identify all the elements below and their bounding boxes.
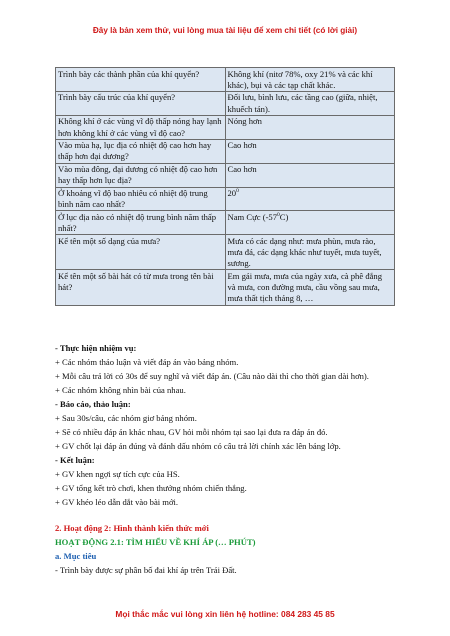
report-step: + GV chốt lại đáp án đúng và đánh dấu nhóm có câu trả lời chính xác lên bảng lớp. — [55, 441, 341, 451]
table-row — [56, 115, 395, 139]
objective-heading: a. Mục tiêu — [55, 551, 97, 562]
answer-text: 20 — [227, 188, 237, 199]
section-title: 2. Hoạt động 2: Hình thành kiến thức mới — [55, 523, 209, 534]
answer-cell: Không khí (nitơ 78%, oxy 21% và các khí khác), bụi và các tạp chất khác. — [225, 68, 395, 92]
task-step: + Mỗi câu trả lời có 30s để suy nghĩ và viết đáp án. (Câu nào dài thì cho thời gian dài hơn). — [55, 371, 369, 381]
conclusion-step: + GV khéo léo dẫn dắt vào bài mới. — [55, 497, 179, 507]
table-row — [56, 68, 395, 92]
answer-cell: Đối lưu, bình lưu, các tầng cao (giữa, nhiệt, khuếch tán). — [225, 91, 395, 115]
answer-cell — [225, 187, 395, 211]
question-cell: Kể tên một số dạng của mưa? — [56, 235, 226, 270]
question-cell: Trình bày các thành phần của khí quyển? — [56, 68, 226, 92]
table-row — [56, 163, 395, 187]
question-cell: Vào mùa đông, đại dương có nhiệt độ cao hơn hay thấp hơn lục địa? — [56, 163, 226, 187]
table-row — [56, 235, 395, 270]
preview-notice: Đây là bản xem thử, vui lòng mua tài liệu để xem chi tiết (có lời giải) — [92, 26, 358, 35]
answer-cell: Nóng hơn — [225, 115, 395, 139]
task-step: + Các nhóm thảo luận và viết đáp án vào bảng nhóm. — [55, 357, 239, 367]
report-step: + Sau 30s/câu, các nhóm giơ bảng nhóm. — [55, 413, 197, 423]
table-row — [56, 211, 395, 235]
conclusion-step: + GV khen ngợi sự tích cực của HS. — [55, 469, 180, 479]
task-heading: - Thực hiện nhiệm vụ: — [55, 343, 137, 353]
table-row — [56, 91, 395, 115]
table-row — [56, 139, 395, 163]
answer-cell: Cao hơn — [225, 139, 395, 163]
objective-item: - Trình bày được sự phân bố đai khí áp trên Trái Đất. — [55, 565, 237, 576]
answer-cell — [225, 211, 395, 235]
question-cell: Ở lục địa nào có nhiệt độ trung bình năm thấp nhất? — [56, 211, 226, 235]
answer-cell: Mưa có các dạng như: mưa phùn, mưa rào, mưa đá, các dạng khác như tuyết, mưa tuyết, sương. — [225, 235, 395, 270]
hotline-notice: Mọi thắc mắc vui lòng xin liên hệ hotline: 084 283 45 85 — [115, 609, 335, 619]
answer-text-tail: C) — [279, 211, 289, 222]
answer-text: Nam Cực (-57 — [227, 211, 278, 222]
answer-cell: Cao hơn — [225, 163, 395, 187]
question-cell: Không khí ở các vùng vĩ độ thấp nóng hay lạnh hơn không khí ở các vùng vĩ độ cao? — [56, 115, 226, 139]
question-cell: Ở khoảng vĩ độ bao nhiêu có nhiệt độ trung bình năm cao nhất? — [56, 187, 226, 211]
degree-superscript: 0 — [236, 188, 239, 195]
question-cell: Trình bày cấu trúc của khí quyển? — [56, 91, 226, 115]
question-cell: Vào mùa hạ, lục địa có nhiệt độ cao hơn hay thấp hơn đại dương? — [56, 139, 226, 163]
answer-cell: Em gái mưa, mưa của ngày xưa, cà phê đắng và mưa, con đường mưa, cầu vồng sau mưa, mưa thất tịch tháng 8, … — [225, 270, 395, 305]
conclusion-heading: - Kết luận: — [55, 455, 95, 465]
task-step: + Các nhóm không nhìn bài của nhau. — [55, 385, 186, 395]
question-cell: Kể tên một số bài hát có từ mưa trong tên bài hát? — [56, 270, 226, 305]
degree-superscript: 0 — [277, 212, 280, 219]
report-step: + Sẽ có nhiều đáp án khác nhau, GV hỏi mỗi nhóm tại sao lại đưa ra đáp án đó. — [55, 427, 328, 437]
conclusion-step: + GV tổng kết trò chơi, khen thưởng nhóm chiến thắng. — [55, 483, 247, 493]
subsection-title: HOẠT ĐỘNG 2.1: TÌM HIỂU VỀ KHÍ ÁP (… PHÚT) — [55, 537, 256, 548]
report-heading: - Báo cáo, thảo luận: — [55, 399, 131, 409]
table-row — [56, 270, 395, 305]
qa-table — [55, 67, 395, 306]
table-row — [56, 187, 395, 211]
lesson-body — [55, 343, 400, 579]
